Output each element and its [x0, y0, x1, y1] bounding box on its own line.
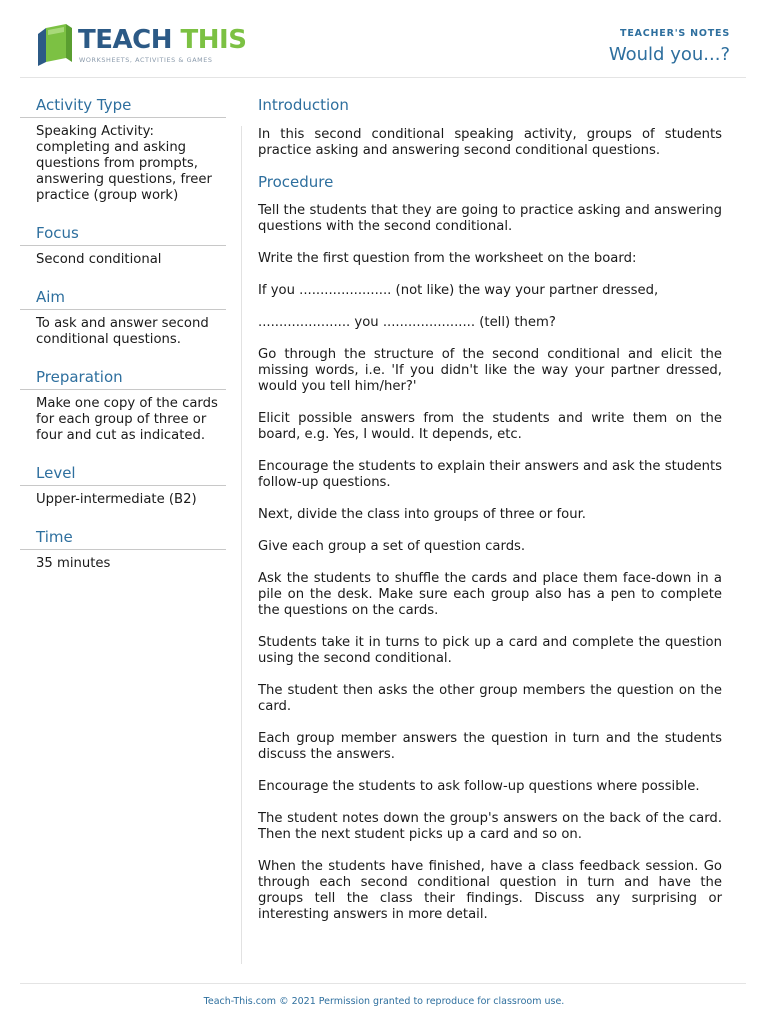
column-divider	[241, 126, 242, 964]
procedure-step: The student then asks the other group members the question on the card.	[258, 683, 722, 714]
main-content	[258, 94, 722, 923]
footer-divider	[20, 983, 746, 984]
info-sidebar	[20, 94, 226, 590]
procedure-step: Elicit possible answers from the students and write them on the board, e.g. Yes, I would. It depends, etc.	[258, 411, 722, 442]
logo-word-teach: TEACH	[78, 25, 172, 55]
procedure-step: Tell the students that they are going to practice asking and answering questions with the second conditional.	[258, 203, 722, 234]
sidebar-text: Speaking Activity: completing and asking questions from prompts, answering questions, freer practice (group work)	[36, 124, 212, 203]
sidebar-section-preparation	[20, 366, 226, 444]
procedure-step: Encourage the students to ask follow-up questions where possible.	[258, 779, 700, 794]
procedure-step: When the students have finished, have a class feedback session. Go through each second conditional question in turn and have the groups tell the class their findings. Discuss any surprising or interesting answers in more detail.	[258, 859, 722, 922]
introduction-heading: Introduction	[258, 96, 349, 114]
page-title: Would you...?	[608, 44, 730, 65]
sidebar-heading: Time	[20, 526, 226, 550]
footer-copyright: Teach-This.com © 2021 Permission granted to reproduce for classroom use.	[203, 996, 565, 1007]
page-header	[20, 0, 746, 78]
sidebar-heading: Focus	[20, 222, 226, 246]
sidebar-heading: Preparation	[20, 366, 226, 390]
sidebar-section-focus	[20, 222, 226, 268]
procedure-step: Students take it in turns to pick up a card and complete the question using the second conditional.	[258, 635, 722, 666]
sidebar-section-time	[20, 526, 226, 572]
sidebar-section-aim	[20, 286, 226, 348]
procedure-step: Ask the students to shuffle the cards and place them face-down in a pile on the desk. Make sure each group also has a pen to complete the questions on the cards.	[258, 571, 722, 618]
procedure-step: If you ...................... (not like) the way your partner dressed,	[258, 283, 659, 298]
sidebar-section-activity-type	[20, 94, 226, 204]
sidebar-section-level	[20, 462, 226, 508]
teach-this-logo	[36, 22, 247, 68]
logo-word-this: THIS	[180, 25, 247, 55]
procedure-step: Write the first question from the worksheet on the board:	[258, 251, 637, 266]
sidebar-text: 35 minutes	[36, 556, 111, 571]
procedure-heading: Procedure	[258, 173, 334, 191]
book-icon	[36, 24, 74, 66]
procedure-step: ...................... you ...................... (tell) them?	[258, 315, 556, 330]
teachers-notes-label: TEACHER'S NOTES	[620, 28, 730, 39]
procedure-step: Go through the structure of the second conditional and elicit the missing words, i.e. 'If you didn't like the way your partner dressed, would you tell him/her?'	[258, 347, 722, 394]
logo-tagline: WORKSHEETS, ACTIVITIES & GAMES	[79, 56, 213, 64]
procedure-step: Give each group a set of question cards.	[258, 539, 526, 554]
sidebar-text: To ask and answer second conditional questions.	[36, 316, 209, 347]
introduction-text: In this second conditional speaking activity, groups of students practice asking and answering second conditional questions.	[258, 127, 722, 158]
procedure-step: Each group member answers the question in turn and the students discuss the answers.	[258, 731, 722, 762]
procedure-step: The student notes down the group's answers on the back of the card. Then the next student picks up a card and so on.	[258, 811, 722, 842]
sidebar-heading: Aim	[20, 286, 226, 310]
sidebar-text: Make one copy of the cards for each group of three or four and cut as indicated.	[36, 396, 218, 443]
procedure-step: Next, divide the class into groups of three or four.	[258, 507, 586, 522]
sidebar-text: Upper-intermediate (B2)	[36, 492, 197, 507]
sidebar-heading: Activity Type	[20, 94, 226, 118]
sidebar-heading: Level	[20, 462, 226, 486]
sidebar-text: Second conditional	[36, 252, 162, 267]
procedure-step: Encourage the students to explain their answers and ask the students follow-up questions.	[258, 459, 722, 490]
